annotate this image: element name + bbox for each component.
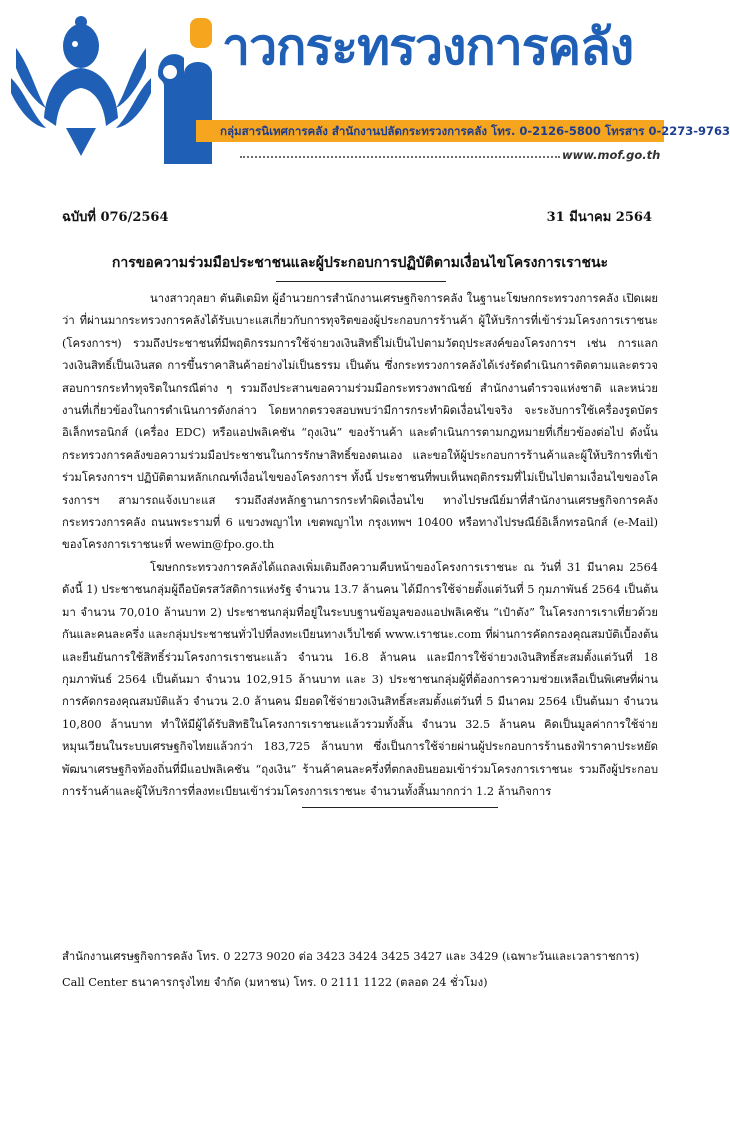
issue-number: ฉบับที่ 076/2564 [62,210,169,225]
page-title: าวกระทรวงการคลัง [222,18,634,76]
issue-date: 31 มีนาคม 2564 [546,210,652,225]
title-first-glyph-art [150,14,220,174]
article-body [62,288,658,814]
end-divider [302,807,498,814]
paragraph-2: โฆษกกระทรวงการคลังได้แถลงเพิ่มเติมถึงความคืบหน้าของโครงการเราชนะ ณ วันที่ 31 มีนาคม 2564 ดังนี้ 1) ประชาชนกลุ่มผู้ถือบัตรสวัสดิการแห่งรัฐ จำนวน 13.7 ล้านคน ได้มีการใช้จ่ายตั้งแต่วันที่ 5 กุมภาพันธ์ 2564 เป็นต้นมา จำนวน 70,010 ล้านบาท 2) ประชาชนกลุ่มที่อยู่ในระบบฐานข้อมูลของแอปพลิเคชัน “เป๋าตัง” ในโครงการเราเที่ยวด้วยกันและคนละครึ่ง และกลุ่มประชาชนทั่วไปที่ลงทะเบียนทางเว็บไซต์ www.เราชนะ.com ที่ผ่านการคัดกรองคุณสมบัติเบื้องต้นและยืนยันการใช้สิทธิ์ร่วมโครงการเราชนะแล้ว จำนวน 16.8 ล้านคน และมีการใช้จ่ายวงเงินสิทธิ์สะสมตั้งแต่วันที่ 18 กุมภาพันธ์ 2564 เป็นต้นมา จำนวน 102,915 ล้านบาท และ 3) ประชาชนกลุ่มผู้ที่ต้องการความช่วยเหลือเป็นพิเศษที่ผ่านการคัดกรองคุณสมบัติแล้ว จำนวน 2.0 ล้านคน มียอดใช้จ่ายวงเงินสิทธิ์สะสมตั้งแต่วันที่ 5 มีนาคม 2564 เป็นต้นมา จำนวน 10,800 ล้านบาท ทำให้มีผู้ได้รับสิทธิในโครงการเราชนะแล้วรวมทั้งสิ้น จำนวน 32.5 ล้านคน คิดเป็นมูลค่าการใช้จ่ายหมุนเวียนในระบบเศรษฐกิจไทยแล้วกว่า 183,725 ล้านบาท ซึ่งเป็นการใช้จ่ายผ่านผู้ประกอบการร้านธงฟ้าราคาประหยัดพัฒนาเศรษฐกิจท้องถิ่นที่มีแอปพลิเคชัน “ถุงเงิน” ร้านค้าคนละครึ่งที่ตกลงยินยอมเข้าร่วมโครงการเราชนะ รวมถึงผู้ประกอบการร้านค้าและผู้ให้บริการที่ลงทะเบียนเข้าร่วมโครงการเราชนะ จำนวนทั้งสิ้นมากกว่า 1.2 ล้านกิจการ [62,560,658,798]
contact-callcenter: Call Center ธนาคารกรุงไทย จำกัด (มหาชน) โทร. 0 2111 1122 (ตลอด 24 ชั่วโมง) [62,976,488,989]
garuda-emblem-icon [6,8,156,158]
footer-contacts [62,944,662,996]
website-link[interactable]: www.mof.go.th [562,148,661,162]
divider [240,156,560,158]
contact-strip [196,120,730,142]
contact-line: กลุ่มสารนิเทศการคลัง สำนักงานปลัดกระทรวงการคลัง โทร. 0-2126-5800 โทรสาร 0-2273-9763 [220,124,730,138]
headline: การขอความร่วมมือประชาชนและผู้ประกอบการปฏิบัติตามเงื่อนไขโครงการเราชนะ [111,255,609,271]
headline-underline [276,281,446,282]
header-banner [0,0,730,180]
contact-fpo: สำนักงานเศรษฐกิจการคลัง โทร. 0 2273 9020 ต่อ 3423 3424 3425 3427 และ 3429 (เฉพาะวันและเวลาราชการ) [62,950,640,963]
paragraph-1: นางสาวกุลยา ตันติเตมิท ผู้อำนวยการสำนักงานเศรษฐกิจการคลัง ในฐานะโฆษกกระทรวงการคลัง เปิดเผยว่า ที่ผ่านมากระทรวงการคลังได้รับเบาะแสเกี่ยวกับการทุจริตของผู้ประกอบการร้านค้า ผู้ให้บริการที่เข้าร่วมโครงการเราชนะ (โครงการฯ) รวมถึงประชาชนที่มีพฤติกรรมการใช้จ่ายวงเงินสิทธิ์ไม่เป็นไปตามวัตถุประสงค์ของโครงการฯ เช่น การแลกวงเงินสิทธิ์เป็นเงินสด การขึ้นราคาสินค้าอย่างไม่เป็นธรรม เป็นต้น ซึ่งกระทรวงการคลังได้เร่งรัดดำเนินการติดตามและตรวจสอบการกระทำทุจริตในกรณีต่าง ๆ รวมถึงประสานขอความร่วมมือกระทรวงพาณิชย์ สำนักงานตำรวจแห่งชาติ และหน่วยงานที่เกี่ยวข้องในการดำเนินการดังกล่าว โดยหากตรวจสอบพบว่ามีการกระทำผิดเงื่อนไขจริง จะระงับการใช้เครื่องรูดบัตรอิเล็กทรอนิกส์ (เครื่อง EDC) หรือแอปพลิเคชัน “ถุงเงิน” ของร้านค้า และดำเนินการตามกฎหมายที่เกี่ยวข้องต่อไป ดังนั้น กระทรวงการคลังขอความร่วมมือประชาชนในการรักษาสิทธิ์ของตนเอง และขอให้ผู้ประกอบการร้านค้าและผู้ให้บริการที่เข้าร่วมโครงการฯ ปฏิบัติตามหลักเกณฑ์เงื่อนไขของโครงการฯ ทั้งนี้ ประชาชนที่พบเห็นพฤติกรรมที่ไม่เป็นไปตามเงื่อนไขของโครงการฯ สามารถแจ้งเบาะแส รวมถึงส่งหลักฐานการกระทำผิดเงื่อนไข ทางไปรษณีย์มาที่สำนักงานเศรษฐกิจการคลัง กระทรวงการคลัง ถนนพระรามที่ 6 แขวงพญาไท เขตพญาไท กรุงเทพฯ 10400 หรือทางไปรษณีย์อิเล็กทรอนิกส์ (e-Mail) ของโครงการเราชนะที่ wewin@fpo.go.th [62,292,658,552]
